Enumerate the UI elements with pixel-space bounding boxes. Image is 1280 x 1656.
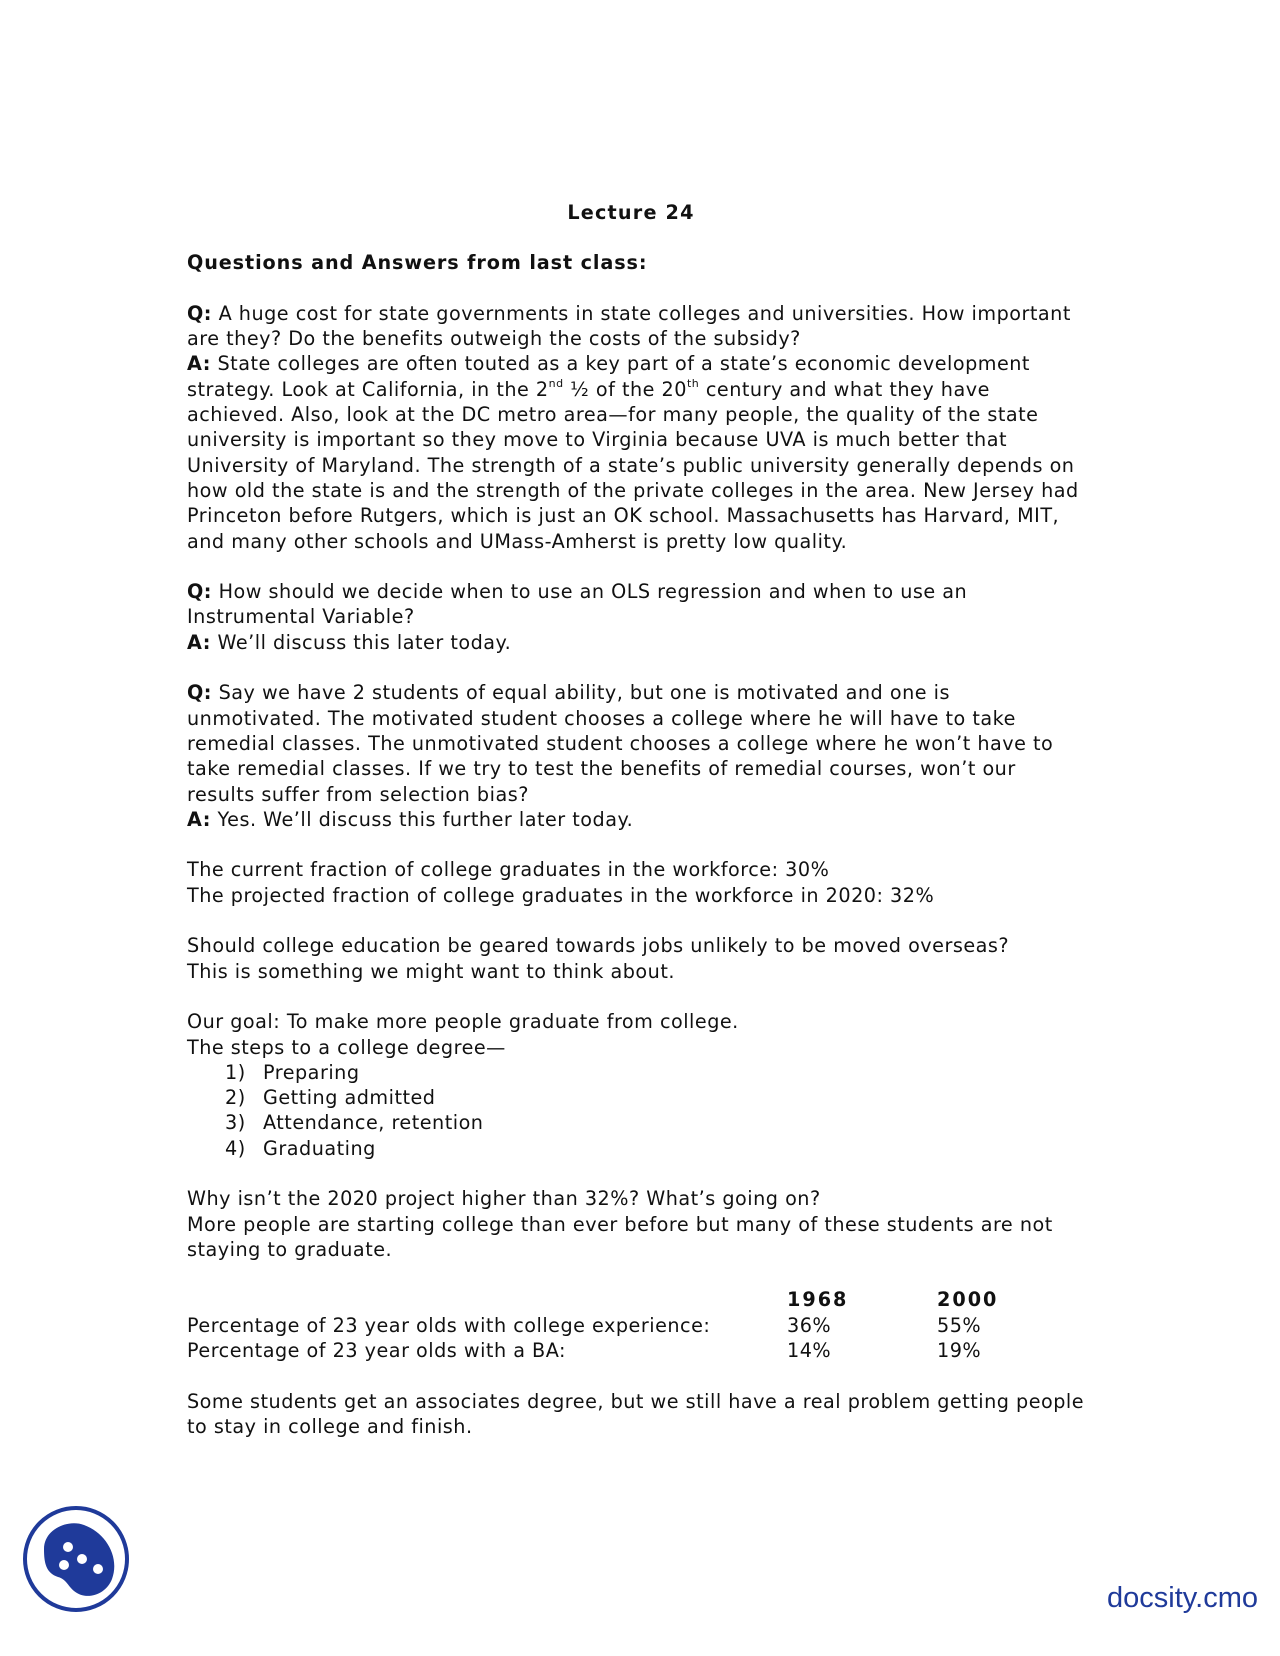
docsity-logo-icon — [22, 1505, 130, 1613]
column-header-1968: 1968 — [787, 1288, 849, 1312]
overseas-question: Should college education be geared towards jobs unlikely to be moved overseas? — [187, 934, 1010, 958]
document-page — [187, 200, 1087, 1439]
steps-intro: The steps to a college degree— — [187, 1035, 506, 1059]
table-row: Percentage of 23 year olds with a BA: 14% 19% — [187, 1339, 982, 1363]
fraction-projected: The projected fraction of college graduates in the workforce in 2020: 32% — [187, 883, 935, 907]
qa-heading: Questions and Answers from last class: — [187, 251, 648, 275]
qa-block-3 — [187, 680, 1087, 832]
fractions-block — [187, 857, 1087, 908]
qa-block-1 — [187, 301, 1087, 554]
lecture-title: Lecture 24 — [567, 201, 695, 224]
why-answer: More people are starting college than ever before but many of these students are not staying to graduate. — [187, 1212, 1053, 1261]
answer-2: A: We’ll discuss this later today. — [187, 630, 512, 654]
column-header-2000: 2000 — [937, 1288, 999, 1312]
overseas-note: This is something we might want to think about. — [187, 959, 675, 983]
goal-text: Our goal: To make more people graduate from college. — [187, 1010, 739, 1034]
list-item: 3) Attendance, retention — [225, 1111, 484, 1135]
question-2: Q: How should we decide when to use an OLS regression and when to use an Instrumental Variable? — [187, 580, 968, 629]
why-question: Why isn’t the 2020 project higher than 32%? What’s going on? — [187, 1187, 821, 1211]
table-header-row — [187, 1287, 1087, 1312]
why-block — [187, 1186, 1087, 1262]
overseas-block — [187, 933, 1087, 984]
list-item: 2) Getting admitted — [225, 1086, 436, 1110]
question-3: Q: Say we have 2 students of equal ability, but one is motivated and one is unmotivated. The motivated student chooses a college where he will have to take remedial classes. The unmotivated student chooses a college where he won’t have to take remedial classes. If we try to test the benefits of remedial courses, won’t our results suffer from selection bias? — [187, 681, 1054, 806]
qa-block-2 — [187, 579, 1087, 655]
goal-block — [187, 1009, 1087, 1161]
closing-paragraph: Some students get an associates degree, but we still have a real problem getting people to stay in college and finish. — [187, 1389, 1085, 1438]
answer-1: A: State colleges are often touted as a key part of a state’s economic development strategy. Look at California, in the 2nd ½ of the 20th century and what they have achieved. Also, look at the DC metro area—for many people, the quality of the state university is important so they move to Virginia because UVA is much better that University of Maryland. The strength of a state’s public university generally depends on how old the state is and the strength of the private colleges in the area. New Jersey had Princeton before Rutgers, which is just an OK school. Massachusetts has Harvard, MIT, and many other schools and UMass-Amherst is pretty low quality. — [187, 352, 1079, 553]
steps-list — [187, 1060, 1087, 1161]
answer-3: A: Yes. We’ll discuss this further later today. — [187, 807, 634, 831]
stats-table — [187, 1287, 1087, 1363]
docsity-brand-text[interactable]: docsity.cmo — [1107, 1582, 1258, 1614]
table-row: Percentage of 23 year olds with college experience: 36% 55% — [187, 1313, 982, 1337]
list-item: 4) Graduating — [225, 1136, 376, 1160]
list-item: 1) Preparing — [225, 1060, 360, 1084]
question-1: Q: A huge cost for state governments in state colleges and universities. How important are they? Do the benefits outweigh the costs of the subsidy? — [187, 301, 1071, 351]
fraction-current: The current fraction of college graduates in the workforce: 30% — [187, 858, 830, 882]
